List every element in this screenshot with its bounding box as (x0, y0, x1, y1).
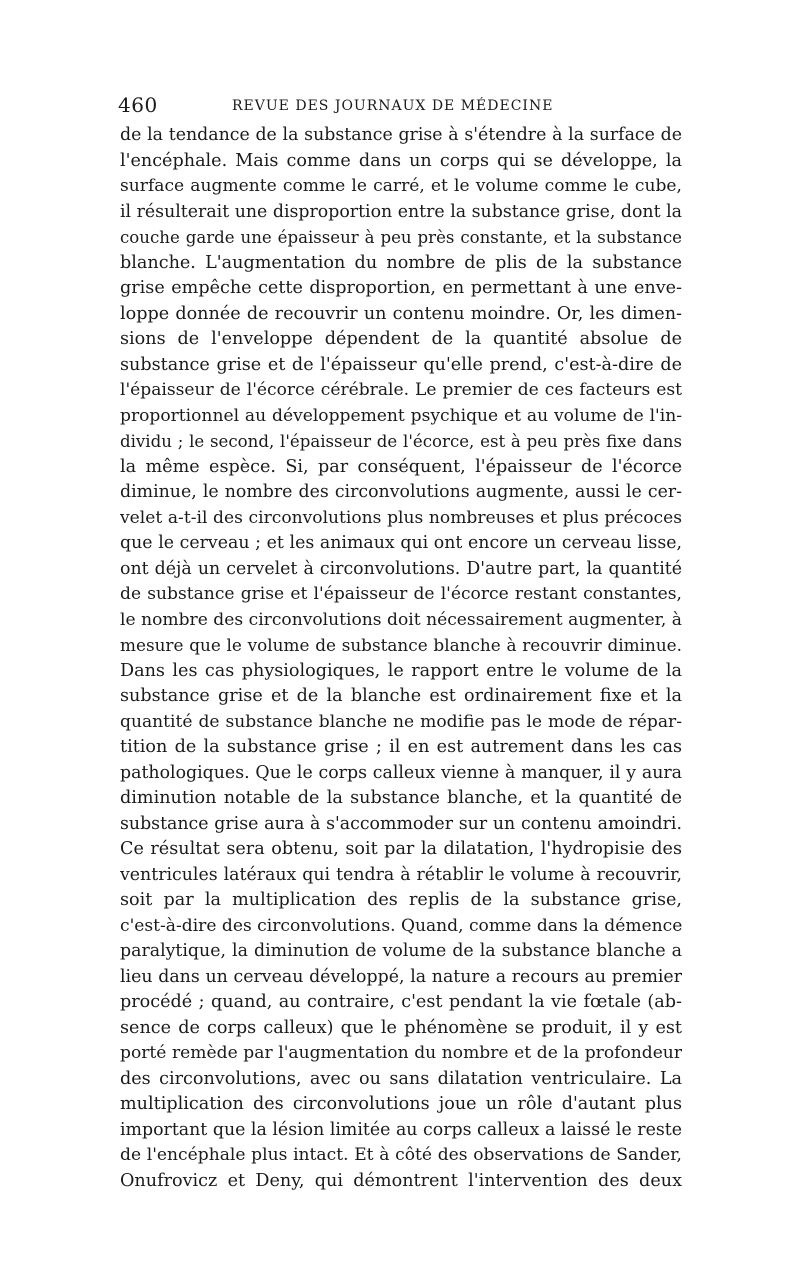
text-line: mesure que le volume de substance blanche à recouvrir diminue. (120, 635, 682, 655)
text-line: c'est-à-dire des circonvolutions. Quand, comme dans la démence (120, 915, 682, 936)
text-line: que le cerveau ; et les animaux qui ont encore un cerveau lisse, (120, 533, 682, 553)
body-text (120, 123, 682, 1194)
text-line: le nombre des circonvolutions doit nécessairement augmenter, à (120, 609, 682, 630)
text-line: diminution notable de la substance blanche, et la quantité de (120, 788, 682, 808)
text-line: l'encéphale. Mais comme dans un corps qui se développe, la (120, 150, 682, 171)
text-line: soit par la multiplication des replis de la substance grise, (120, 890, 682, 910)
text-line: proportionnel au développement psychique et au volume de l'in- (120, 405, 682, 426)
text-line: multiplication des circonvolutions joue un rôle d'autant plus (120, 1094, 682, 1114)
text-line: paralytique, la diminution de volume de la substance blanche a (120, 941, 682, 961)
text-line: procédé ; quand, au contraire, c'est pendant la vie fœtale (ab- (120, 992, 682, 1012)
text-line: dividu ; le second, l'épaisseur de l'écorce, est à peu près fixe dans (120, 432, 682, 451)
text-line: couche garde une épaisseur à peu près constante, et la substance (120, 228, 682, 247)
text-line: il résulterait une disproportion entre la substance grise, dont la (120, 201, 682, 222)
text-line: sions de l'enveloppe dépendent de la quantité absolue de (120, 329, 682, 349)
text-line: substance grise aura à s'accommoder sur un contenu amoindri. (120, 813, 682, 834)
text-line: sence de corps calleux) que le phénomène se produit, il y est (120, 1017, 682, 1038)
text-line: de l'encéphale plus intact. Et à côté des observations de Sander, (120, 1145, 682, 1165)
text-line: important que la lésion limitée au corps calleux a laissé le reste (120, 1119, 682, 1140)
text-line: substance grise et de l'épaisseur qu'elle prend, c'est-à-dire de (120, 354, 682, 375)
text-line: l'épaisseur de l'écorce cérébrale. Le premier de ces facteurs est (120, 380, 682, 400)
text-line: blanche. L'augmentation du nombre de plis de la substance (120, 252, 682, 273)
text-line: porté remède par l'augmentation du nombre et de la profondeur (120, 1043, 682, 1063)
text-line: lieu dans un cerveau développé, la nature a recours au premier (120, 966, 682, 987)
text-line: ont déjà un cervelet à circonvolutions. D'autre part, la quantité (120, 558, 682, 579)
text-line: velet a-t-il des circonvolutions plus nombreuses et plus précoces (120, 507, 682, 528)
text-line: Onufrovicz et Deny, qui démontrent l'intervention des deux (120, 1170, 682, 1191)
text-line: loppe donnée de recouvrir un contenu moindre. Or, les dimen- (120, 303, 682, 324)
text-line: grise empêche cette disproportion, en permettant à une enve- (120, 278, 682, 298)
text-line: quantité de substance blanche ne modifie pas le mode de répar- (120, 711, 682, 732)
text-line: tition de la substance grise ; il en est autrement dans les cas (120, 737, 682, 757)
text-line: de la tendance de la substance grise à s'étendre à la surface de (120, 125, 682, 145)
text-line: substance grise et de la blanche est ordinairement fixe et la (120, 686, 682, 706)
text-line: diminue, le nombre des circonvolutions augmente, aussi le cer- (120, 482, 682, 502)
running-title: REVUE DES JOURNAUX DE MÉDECINE (232, 98, 554, 114)
page-header (118, 92, 682, 118)
page-number: 460 (118, 93, 158, 117)
text-line: Ce résultat sera obtenu, soit par la dilatation, l'hydropisie des (120, 839, 682, 859)
text-line: ventricules latéraux qui tendra à rétablir le volume à recouvrir, (120, 864, 682, 885)
text-line: Dans les cas physiologiques, le rapport entre le volume de la (120, 660, 682, 681)
text-line: surface augmente comme le carré, et le volume comme le cube, (120, 176, 682, 196)
text-line: pathologiques. Que le corps calleux vienne à manquer, il y aura (120, 762, 682, 783)
text-line: de substance grise et l'épaisseur de l'écorce restant constantes, (120, 584, 682, 604)
text-line: la même espèce. Si, par conséquent, l'épaisseur de l'écorce (120, 456, 682, 477)
text-line: des circonvolutions, avec ou sans dilatation ventriculaire. La (120, 1068, 682, 1089)
